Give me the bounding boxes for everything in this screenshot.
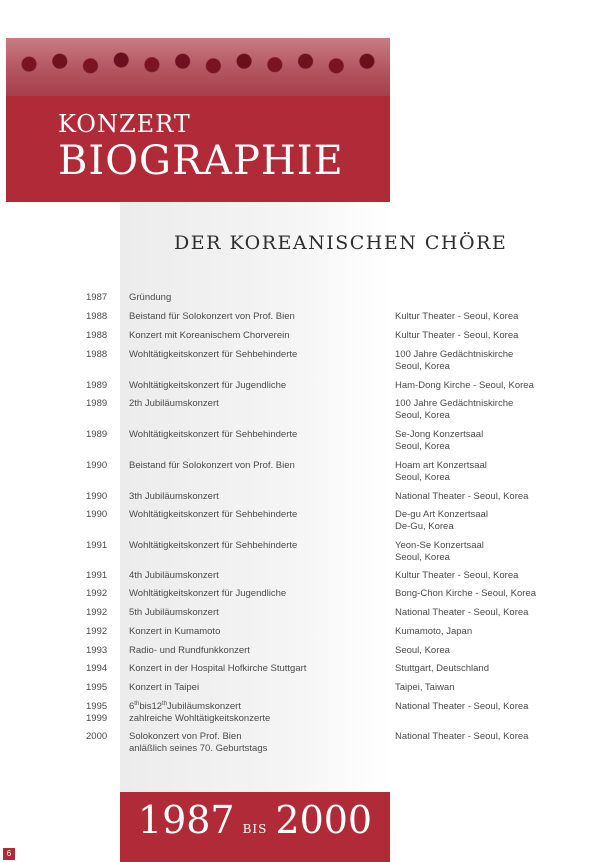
entry-event: Beistand für Solokonzert von Prof. Bien xyxy=(129,460,295,471)
entry-location: National Theater - Seoul, Korea xyxy=(395,607,529,618)
entry-location: Kultur Theater - Seoul, Korea xyxy=(395,311,519,322)
entry-location: National Theater - Seoul, Korea xyxy=(395,731,529,742)
entry-location-line2: Seoul, Korea xyxy=(395,409,450,421)
entry-event-part: Jubiläumskonzert xyxy=(167,701,241,712)
entry-year: 1988 xyxy=(86,311,108,322)
entry-location: Yeon-Se Konzertsaal xyxy=(395,540,484,551)
entry-event: 3th Jubiläumskonzert xyxy=(129,491,219,502)
choir-photo-strip xyxy=(6,38,390,96)
year-end: 2000 xyxy=(275,798,373,842)
entry-event: Wohltätigkeitskonzert für Sehbehinderte xyxy=(129,509,298,520)
entry-year: 1994 xyxy=(86,663,108,674)
entry-location-line2: Seoul, Korea xyxy=(395,440,450,452)
entry-event: Konzert in der Hospital Hofkirche Stuttgart xyxy=(129,663,307,674)
ordinal-suffix: th xyxy=(134,700,140,707)
entry-year: 1988 xyxy=(86,349,108,360)
entry-location: Bong-Chon Kirche - Seoul, Korea xyxy=(395,588,536,599)
entry-year: 1995 xyxy=(86,701,108,712)
entry-year: 1990 xyxy=(86,491,108,502)
entry-location: 100 Jahre Gedächtniskirche xyxy=(395,349,514,360)
entry-location: National Theater - Seoul, Korea xyxy=(395,701,529,712)
entry-event-part: 6 xyxy=(129,701,135,712)
entry-event xyxy=(129,701,384,713)
entry-event: Wohltätigkeitskonzert für Jugendliche xyxy=(129,380,287,391)
entry-event-line2: zahlreiche Wohltätigkeitskonzerte xyxy=(129,712,271,724)
entry-location-line2: De-Gu, Korea xyxy=(395,520,454,532)
entry-event: Solokonzert von Prof. Bien xyxy=(129,731,242,742)
entry-year: 1991 xyxy=(86,540,108,551)
entry-event-part: bis12 xyxy=(139,701,163,712)
entry-year: 1995 xyxy=(86,682,108,693)
entry-year: 1993 xyxy=(86,645,108,656)
entry-location-line2: Seoul, Korea xyxy=(395,471,450,483)
page-number: 6 xyxy=(3,848,15,860)
entry-event: 5th Jubiläumskonzert xyxy=(129,607,219,618)
entry-year: 1992 xyxy=(86,626,108,637)
entry-year: 1990 xyxy=(86,460,108,471)
entry-event: Konzert mit Koreanischem Chorverein xyxy=(129,330,290,341)
entry-location: De-gu Art Konzertsaal xyxy=(395,509,488,520)
entry-event: Wohltätigkeitskonzert für Jugendliche xyxy=(129,588,287,599)
entry-year: 1990 xyxy=(86,509,108,520)
entry-location: National Theater - Seoul, Korea xyxy=(395,491,529,502)
entry-location: Kultur Theater - Seoul, Korea xyxy=(395,570,519,581)
entry-year: 1989 xyxy=(86,429,108,440)
page-subtitle: DER KOREANISCHEN CHÖRE xyxy=(174,232,508,254)
entry-event: 2th Jubiläumskonzert xyxy=(129,398,219,409)
entry-location: Taipei, Taiwan xyxy=(395,682,455,693)
entry-location: Ham-Dong Kirche - Seoul, Korea xyxy=(395,380,534,391)
entry-location: Kultur Theater - Seoul, Korea xyxy=(395,330,519,341)
entry-event: Wohltätigkeitskonzert für Sehbehinderte xyxy=(129,540,298,551)
entry-year: 1989 xyxy=(86,380,108,391)
entry-year: 1989 xyxy=(86,398,108,409)
page-title: BIOGRAPHIE xyxy=(58,138,344,184)
entry-year: 1992 xyxy=(86,588,108,599)
entry-year: 1988 xyxy=(86,330,108,341)
entry-year: 2000 xyxy=(86,731,108,742)
entry-location-line2: Seoul, Korea xyxy=(395,551,450,563)
entry-event: Beistand für Solokonzert von Prof. Bien xyxy=(129,311,295,322)
entry-event: Konzert in Kumamoto xyxy=(129,626,221,637)
entry-location: Seoul, Korea xyxy=(395,645,450,656)
entry-location: Se-Jong Konzertsaal xyxy=(395,429,484,440)
entry-event: Radio- und Rundfunkkonzert xyxy=(129,645,250,656)
entry-event: Wohltätigkeitskonzert für Sehbehinderte xyxy=(129,349,298,360)
year-range xyxy=(120,798,390,842)
entry-year: 1987 xyxy=(86,292,108,303)
ordinal-suffix: th xyxy=(162,700,168,707)
year-range-separator: BIS xyxy=(242,822,268,836)
entry-event-line2: anläßlich seines 70. Geburtstags xyxy=(129,742,268,754)
entry-year: 1991 xyxy=(86,570,108,581)
entry-location: 100 Jahre Gedächtniskirche xyxy=(395,398,514,409)
entry-event: Gründung xyxy=(129,292,172,303)
entry-year-line2: 1999 xyxy=(86,712,108,724)
entry-location: Stuttgart, Deutschland xyxy=(395,663,489,674)
entry-event: Konzert in Taipei xyxy=(129,682,200,693)
year-start: 1987 xyxy=(137,798,235,842)
entry-event: 4th Jubiläumskonzert xyxy=(129,570,219,581)
entry-location: Hoam art Konzertsaal xyxy=(395,460,487,471)
entry-location: Kumamoto, Japan xyxy=(395,626,473,637)
page-title-small: KONZERT xyxy=(58,110,191,138)
entry-year: 1992 xyxy=(86,607,108,618)
entry-location-line2: Seoul, Korea xyxy=(395,360,450,372)
entry-event: Wohltätigkeitskonzert für Sehbehinderte xyxy=(129,429,298,440)
